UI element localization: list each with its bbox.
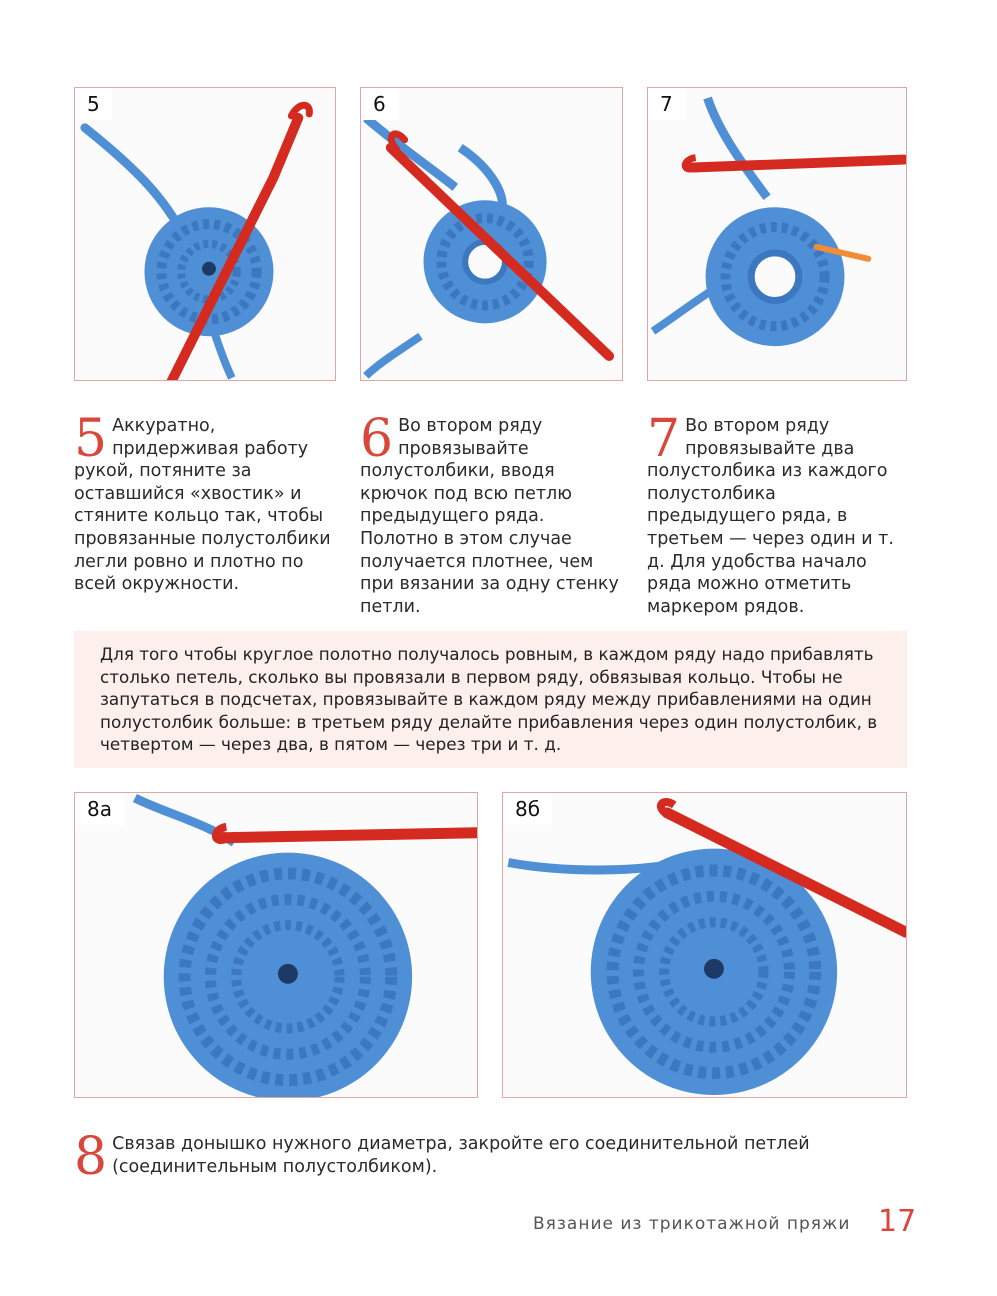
crochet-circle-illustration [75, 793, 477, 1097]
step-6 [360, 409, 624, 618]
crochet-ring-illustration [648, 88, 906, 380]
footer-book-title: Вязание из трикотажной пряжи [533, 1214, 851, 1234]
step-5 [74, 409, 336, 596]
photo-step-8b [502, 792, 907, 1098]
step-8 [74, 1127, 907, 1187]
page-number: 17 [878, 1204, 917, 1239]
crochet-ring-illustration [361, 88, 622, 380]
tip-text: Для того чтобы круглое полотно получалось ровным, в каждом ряду надо прибавлять столько петель, сколько вы провязали в первом ряду, обвязывая кольцо. Чтобы не запутаться в подсчетах, провязывайте в каждом ряду между прибавлениями на один полустолбик больше: в третьем ряду делайте прибавления через один полустолбик, в четвертом — через два, в пятом — через три и т. д. [100, 644, 878, 755]
photo-label: 8б [503, 793, 552, 825]
tip-box [74, 631, 907, 768]
photo-label: 5 [75, 88, 112, 120]
step-text: Связав донышко нужного диаметра, закройте его соединительной петлей (соединительным полустолбиком). [112, 1134, 810, 1177]
photo-label: 6 [361, 88, 398, 120]
crochet-ring-illustration [75, 88, 335, 380]
step-text: Аккуратно, придерживая работу рукой, потяните за оставшийся «хвостик» и стяните кольцо так, чтобы провязанные полустолбики легли ровно и плотно по всей окружности. [74, 416, 331, 595]
step-7 [647, 409, 907, 618]
step-number: 8 [74, 1127, 108, 1187]
photo-step-8a [74, 792, 478, 1098]
step-number: 6 [360, 409, 394, 469]
step-number: 5 [74, 409, 108, 469]
crochet-circle-illustration [503, 793, 906, 1097]
step-text: Во втором ряду провязывайте два полустолбика из каждого полустолбика предыдущего ряда, в третьем — через один и т. д. Для удобства начало ряда можно отметить маркером рядов. [647, 416, 894, 617]
photo-step-7 [647, 87, 907, 381]
photo-step-6 [360, 87, 623, 381]
step-text: Во втором ряду провязывайте полустолбики, вводя крючок под всю петлю предыдущего ряда. Полотно в этом случае получается плотнее, чем при вязании за одну стенку петли. [360, 416, 619, 617]
photo-step-5 [74, 87, 336, 381]
photo-label: 7 [648, 88, 685, 120]
photo-label: 8а [75, 793, 124, 825]
step-number: 7 [647, 409, 681, 469]
